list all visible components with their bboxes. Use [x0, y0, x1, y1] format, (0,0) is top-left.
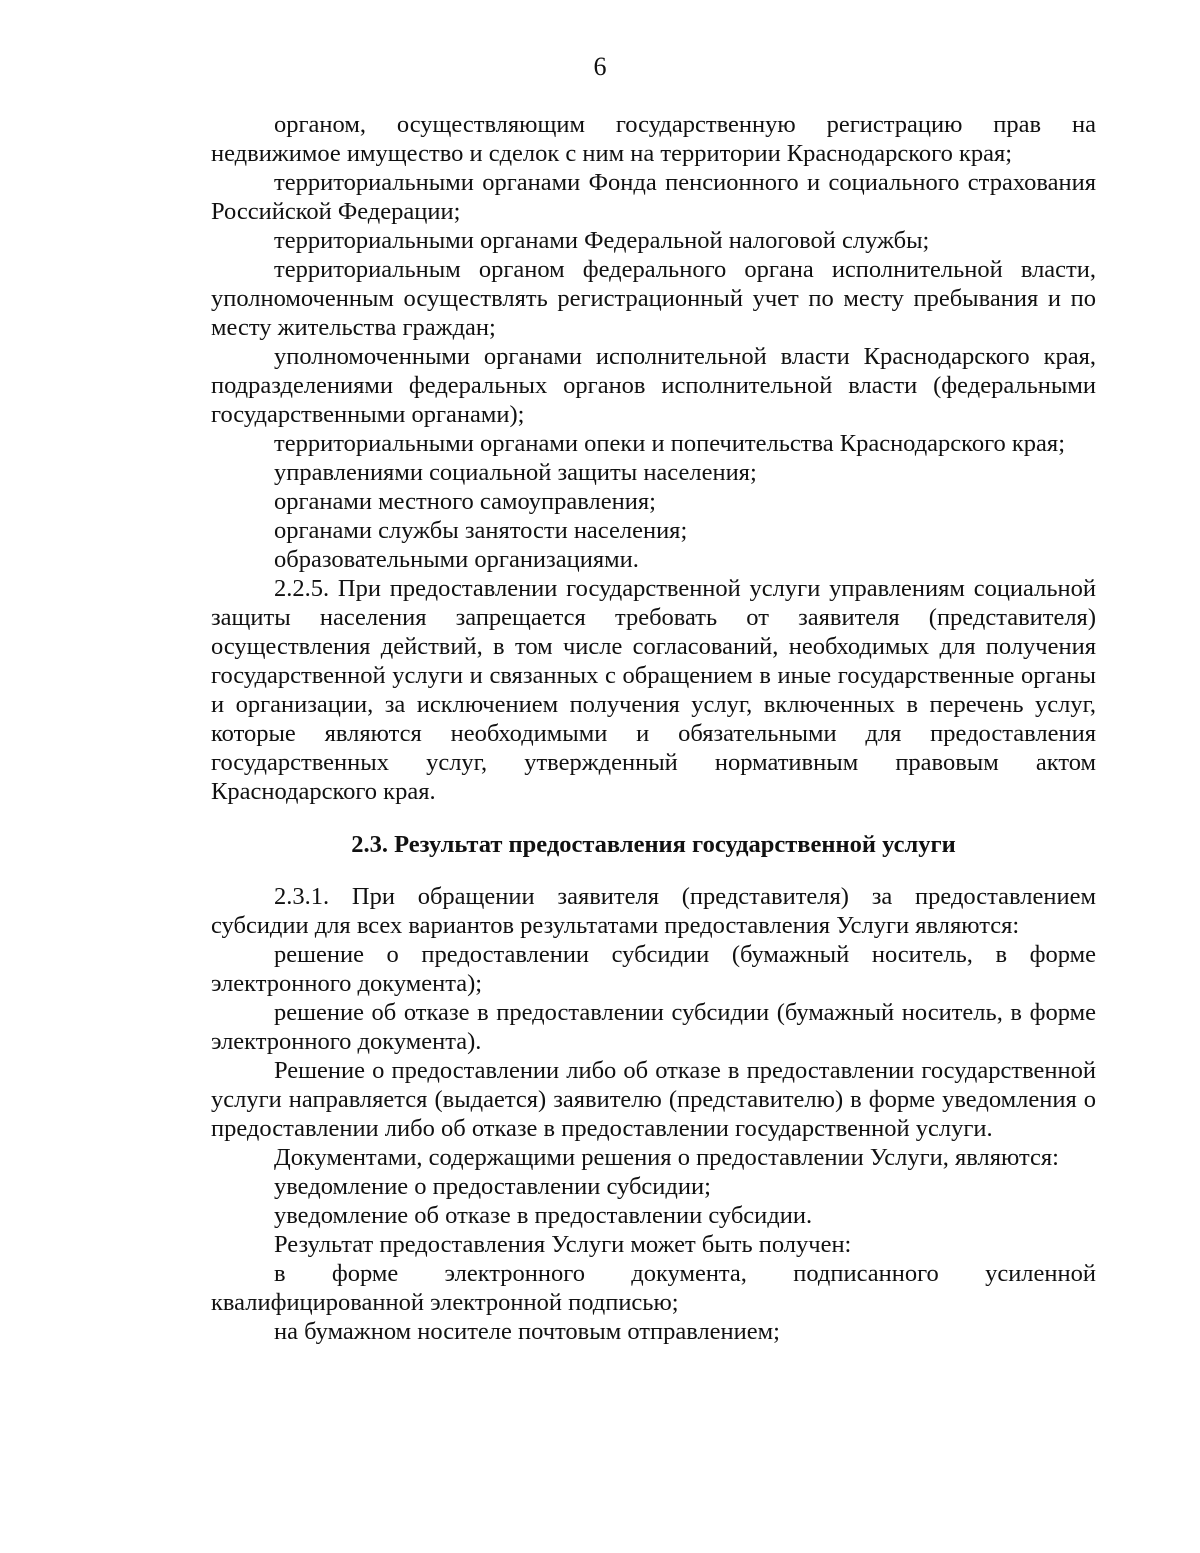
paragraph: образовательными организациями.: [274, 546, 639, 573]
paragraph: 2.3.1. При обращении заявителя (представителя) за предоставлением субсидии для всех вариантов результатами предоставления Услуги являются:: [211, 883, 1096, 939]
paragraph: решение о предоставлении субсидии (бумажный носитель, в форме электронного документа);: [211, 941, 1096, 997]
paragraph: территориальными органами Фонда пенсионного и социального страхования Российской Федерации;: [211, 169, 1096, 225]
section-heading: 2.3. Результат предоставления государственной услуги: [351, 831, 956, 858]
paragraph: Решение о предоставлении либо об отказе в предоставлении государственной услуги направляется (выдается) заявителю (представителю) в форме уведомления о предоставлении либо об отказе в предоставлении государственной услуги.: [211, 1057, 1096, 1142]
paragraph: уведомление о предоставлении субсидии;: [274, 1173, 711, 1200]
page-number: 6: [593, 52, 607, 81]
paragraph: в форме электронного документа, подписанного усиленной квалифицированной электронной подписью;: [211, 1260, 1096, 1316]
paragraph: решение об отказе в предоставлении субсидии (бумажный носитель, в форме электронного документа).: [211, 999, 1096, 1055]
paragraph: органом, осуществляющим государственную регистрацию прав на недвижимое имущество и сделок с ним на территории Краснодарского края;: [211, 111, 1096, 167]
document-body: [211, 110, 1096, 1346]
paragraph: 2.2.5. При предоставлении государственной услуги управлениям социальной защиты населения запрещается требовать от заявителя (представителя) осуществления действий, в том числе согласований, необходимых для получения государственной услуги и связанных с обращением в иные государственные органы и организации, за исключением получения услуг, включенных в перечень услуг, которые являются необходимыми и обязательными для предоставления государственных услуг, утвержденный нормативным правовым актом Краснодарского края.: [211, 575, 1096, 805]
paragraph: управлениями социальной защиты населения;: [274, 459, 757, 486]
paragraph: органами службы занятости населения;: [274, 517, 688, 544]
paragraph: уведомление об отказе в предоставлении субсидии.: [274, 1202, 813, 1229]
paragraph: Результат предоставления Услуги может быть получен:: [274, 1231, 852, 1258]
paragraph: на бумажном носителе почтовым отправлением;: [274, 1318, 780, 1345]
paragraph: Документами, содержащими решения о предоставлении Услуги, являются:: [274, 1144, 1059, 1171]
paragraph: территориальными органами опеки и попечительства Краснодарского края;: [274, 430, 1066, 457]
paragraph: уполномоченными органами исполнительной власти Краснодарского края, подразделениями федеральных органов исполнительной власти (федеральными государственными органами);: [211, 343, 1096, 428]
paragraph: территориальным органом федерального органа исполнительной власти, уполномоченным осуществлять регистрационный учет по месту пребывания и по месту жительства граждан;: [211, 256, 1096, 341]
paragraph: территориальными органами Федеральной налоговой службы;: [274, 227, 930, 254]
paragraph: органами местного самоуправления;: [274, 488, 656, 515]
